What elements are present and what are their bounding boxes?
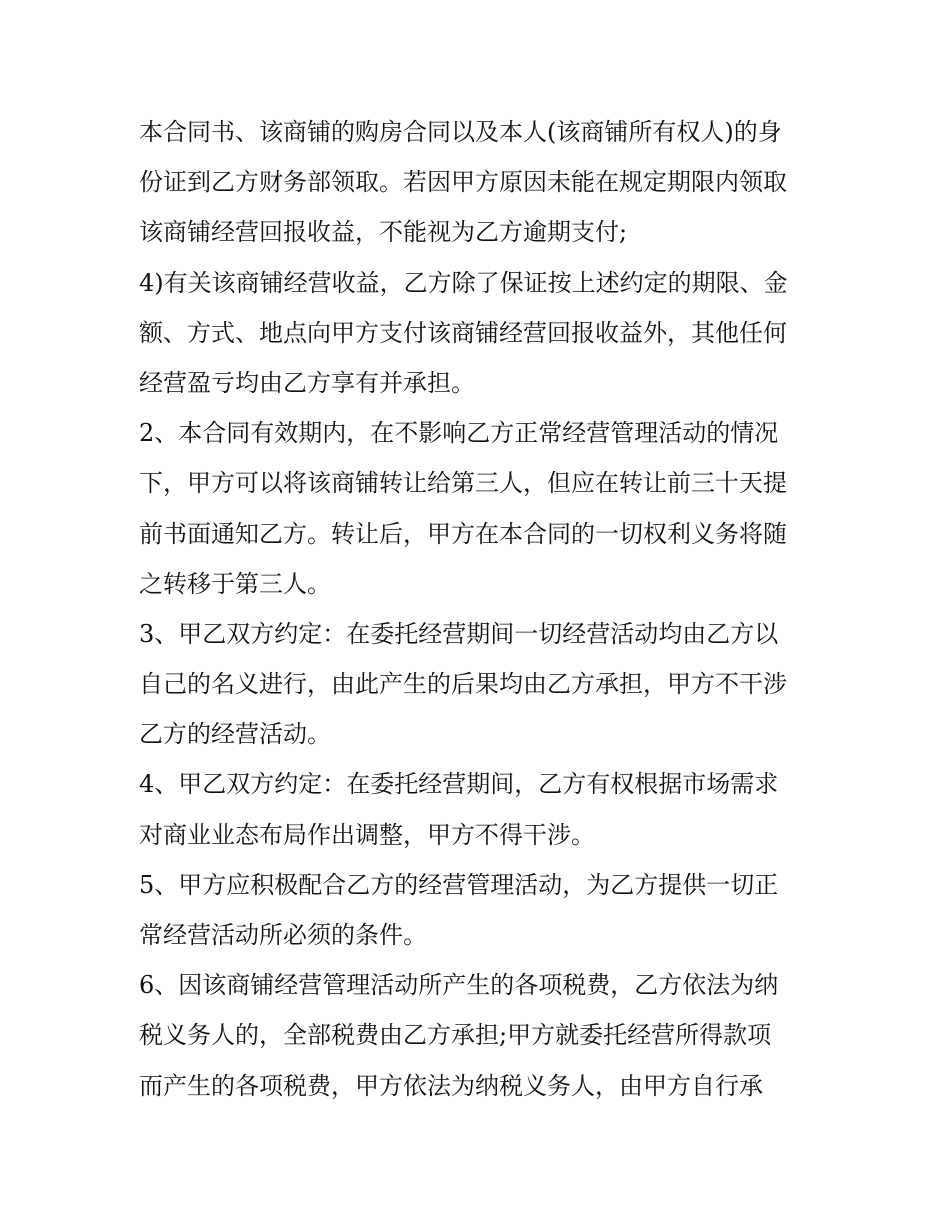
text-line: 对商业业态布局作出调整，甲方不得干涉。 bbox=[139, 820, 595, 849]
text-line: 4)有关该商铺经营收益，乙方除了保证按上述约定的期限、金 bbox=[139, 268, 788, 297]
text-line: 而产生的各项税费，甲方依法为纳税义务人，由甲方自行承 bbox=[139, 1071, 763, 1100]
contract-text bbox=[139, 107, 839, 1111]
text-line: 6、因该商铺经营管理活动所产生的各项税费，乙方依法为纳 bbox=[139, 971, 779, 1000]
text-line: 常经营活动所必须的条件。 bbox=[139, 921, 427, 949]
text-line: 之转移于第三人。 bbox=[139, 569, 331, 598]
text-line: 自己的名义进行，由此产生的后果均由乙方承担，甲方不干涉 bbox=[139, 670, 787, 699]
text-line: 5、甲方应积极配合乙方的经营管理活动，为乙方提供一切正 bbox=[139, 870, 779, 899]
text-line: 乙方的经营活动。 bbox=[139, 720, 331, 749]
text-line: 本合同书、该商铺的购房合同以及本人(该商铺所有权人)的身 bbox=[139, 118, 782, 146]
text-line: 该商铺经营回报收益，不能视为乙方逾期支付; bbox=[139, 218, 628, 247]
text-line: 4、甲乙双方约定：在委托经营期间，乙方有权根据市场需求 bbox=[139, 770, 779, 799]
text-line: 经营盈亏均由乙方享有并承担。 bbox=[139, 368, 475, 397]
text-line: 前书面通知乙方。转让后，甲方在本合同的一切权利义务将随 bbox=[139, 519, 787, 548]
text-line: 2、本合同有效期内，在不影响乙方正常经营管理活动的情况 bbox=[139, 419, 779, 448]
text-line: 3、甲乙双方约定：在委托经营期间一切经营活动均由乙方以 bbox=[139, 619, 779, 648]
text-line: 下，甲方可以将该商铺转让给第三人，但应在转让前三十天提 bbox=[139, 469, 787, 498]
text-line: 额、方式、地点向甲方支付该商铺经营回报收益外，其他任何 bbox=[139, 318, 787, 347]
text-line: 税义务人的，全部税费由乙方承担;甲方就委托经营所得款项 bbox=[139, 1021, 772, 1050]
text-line: 份证到乙方财务部领取。若因甲方原因未能在规定期限内领取 bbox=[139, 168, 787, 197]
